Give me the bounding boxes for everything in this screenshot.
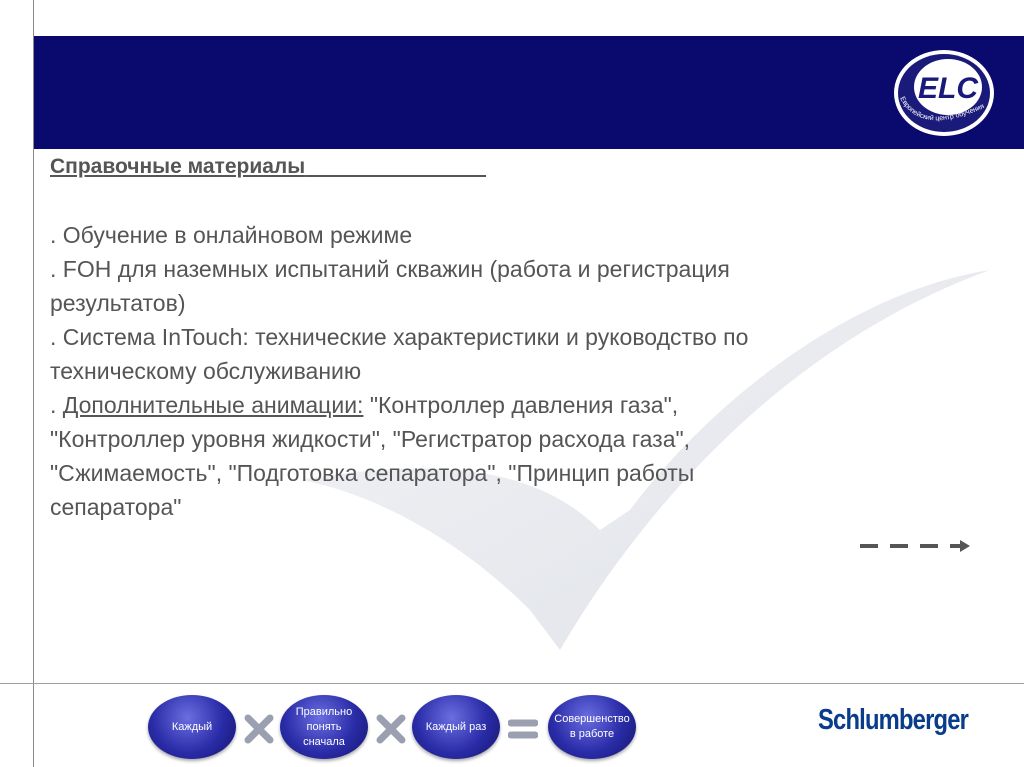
- multiply-icon: [244, 714, 274, 744]
- list-item-cont: "Сжимаемость", "Подготовка сепаратора", "Принцип работы: [50, 460, 695, 486]
- equals-icon: [508, 714, 538, 744]
- logo-text: ELC: [918, 72, 978, 105]
- list-item: . Система InTouch: технические характеристики и руководство по: [50, 324, 749, 350]
- elc-logo: [890, 46, 998, 140]
- motto-row: [148, 692, 648, 767]
- motto-pill-every-time: Каждый раз: [412, 695, 500, 759]
- schlumberger-logo: Schlumberger: [818, 704, 969, 736]
- motto-pill-every: Каждый: [148, 695, 236, 759]
- header-band: [34, 36, 1024, 149]
- spacer-line: [50, 184, 950, 218]
- list-item: . Дополнительные анимации: "Контроллер давления газа",: [50, 392, 679, 418]
- list-item-cont: техническому обслуживанию: [50, 358, 362, 384]
- motto-pill-excellence: Совершенство в работе: [548, 695, 636, 759]
- animations-link[interactable]: Дополнительные анимации:: [62, 392, 364, 418]
- motto-pill-understand: Правильно понять сначала: [280, 695, 368, 759]
- footer-rule: [0, 683, 1024, 684]
- multiply-icon: [376, 714, 406, 744]
- content-block: [50, 150, 950, 524]
- list-item-cont: результатов): [50, 290, 186, 316]
- list-item: . FOH для наземных испытаний скважин (работа и регистрация: [50, 256, 730, 282]
- next-arrow-icon[interactable]: [860, 538, 970, 554]
- list-item-cont: "Контроллер уровня жидкости", "Регистратор расхода газа",: [50, 426, 691, 452]
- list-item-cont: сепаратора": [50, 494, 182, 520]
- list-item: . Обучение в онлайновом режиме: [50, 222, 413, 248]
- logo-subtext: Европейский центр обучения: [898, 95, 986, 123]
- section-heading: Справочные материалы: [50, 155, 306, 178]
